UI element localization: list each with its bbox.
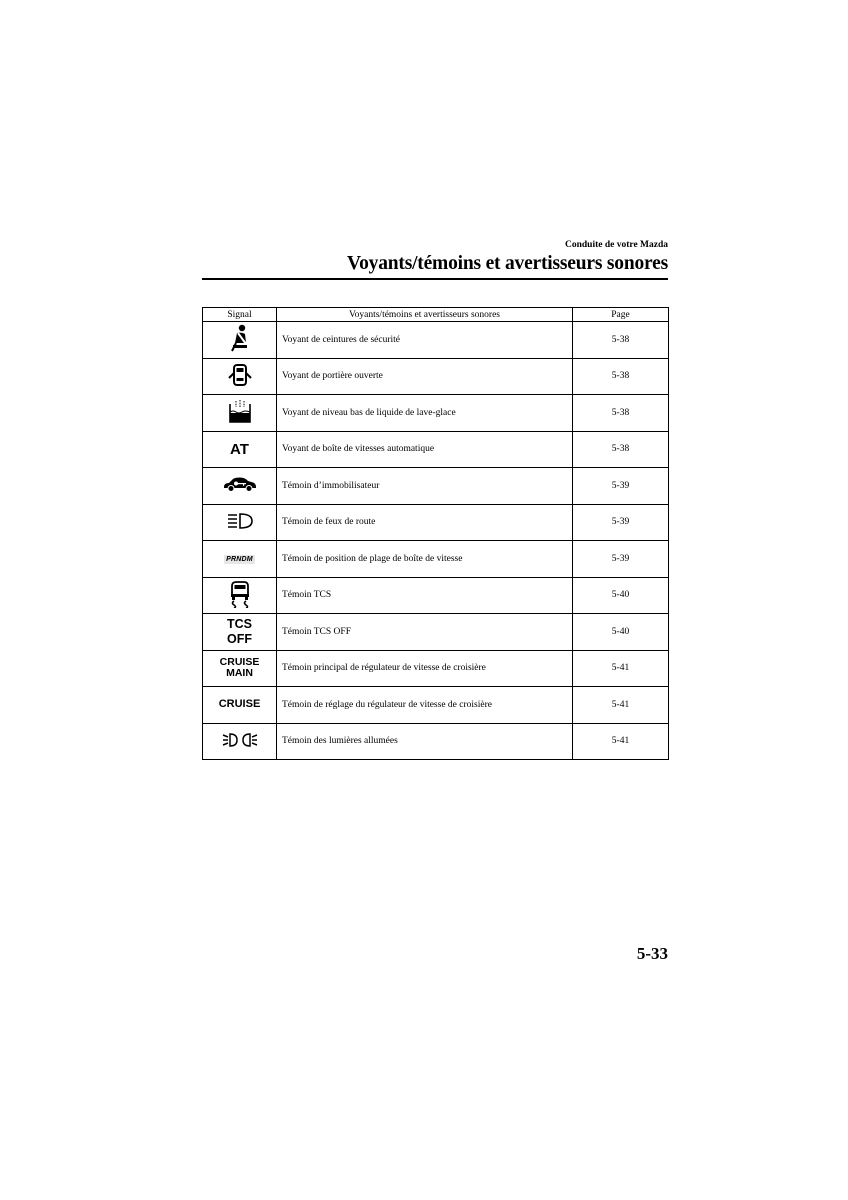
row-description: Témoin TCS OFF (277, 614, 573, 651)
row-description: Voyant de boîte de vitesses automatique (277, 431, 573, 468)
table-row (203, 650, 669, 687)
row-description: Voyant de portière ouverte (277, 358, 573, 395)
seatbelt-icon (228, 324, 252, 355)
table-row (203, 614, 669, 651)
row-description: Témoin des lumières allumées (277, 723, 573, 760)
column-header-page: Page (573, 308, 669, 322)
tcs-off-icon (227, 617, 252, 646)
row-page: 5-39 (573, 541, 669, 578)
title-rule (202, 278, 668, 280)
immobilizer-icon (223, 476, 257, 495)
row-page: 5-38 (573, 358, 669, 395)
column-header-signal: Signal (203, 308, 277, 322)
table-row (203, 687, 669, 724)
table-row (203, 395, 669, 432)
column-header-description: Voyants/témoins et avertisseurs sonores (277, 308, 573, 322)
cruise-main-line1: CRUISE (219, 655, 260, 668)
table-row (203, 468, 669, 505)
cruise-main-icon (220, 657, 260, 680)
gear-position-icon: PRNDM (226, 555, 253, 563)
row-page: 5-38 (573, 431, 669, 468)
row-page: 5-41 (573, 687, 669, 724)
row-page: 5-39 (573, 504, 669, 541)
row-page: 5-40 (573, 614, 669, 651)
cruise-main-line2: MAIN (226, 667, 253, 680)
row-page: 5-41 (573, 723, 669, 760)
high-beam-icon (225, 512, 255, 533)
at-icon: AT (230, 440, 249, 458)
row-page: 5-41 (573, 650, 669, 687)
table-row (203, 358, 669, 395)
table-row (203, 322, 669, 359)
washer-fluid-icon (228, 398, 252, 427)
row-description: Témoin d’immobilisateur (277, 468, 573, 505)
tcs-off-line1: TCS (227, 617, 252, 632)
page-title: Voyants/témoins et avertisseurs sonores (347, 253, 668, 274)
row-description: Témoin principal de régulateur de vitesse de croisière (277, 650, 573, 687)
section-label: Conduite de votre Mazda (565, 240, 668, 250)
table-row (203, 577, 669, 614)
cruise-icon: CRUISE (218, 698, 261, 711)
table-header-row (203, 308, 669, 322)
door-open-icon (228, 362, 252, 391)
tcs-icon (228, 580, 252, 611)
tcs-off-line2: OFF (227, 631, 252, 646)
row-description: Témoin de feux de route (277, 504, 573, 541)
row-description: Voyant de niveau bas de liquide de lave-glace (277, 395, 573, 432)
row-page: 5-38 (573, 322, 669, 359)
table-row (203, 431, 669, 468)
lights-on-icon (222, 732, 258, 751)
row-page: 5-40 (573, 577, 669, 614)
row-page: 5-38 (573, 395, 669, 432)
row-description: Témoin de position de plage de boîte de vitesse (277, 541, 573, 578)
row-description: Témoin TCS (277, 577, 573, 614)
row-description: Voyant de ceintures de sécurité (277, 322, 573, 359)
table-row (203, 504, 669, 541)
table-row (203, 723, 669, 760)
row-page: 5-39 (573, 468, 669, 505)
row-description: Témoin de réglage du régulateur de vitesse de croisière (277, 687, 573, 724)
page-number: 5-33 (636, 944, 668, 963)
table-row (203, 541, 669, 578)
signals-table (202, 307, 669, 760)
